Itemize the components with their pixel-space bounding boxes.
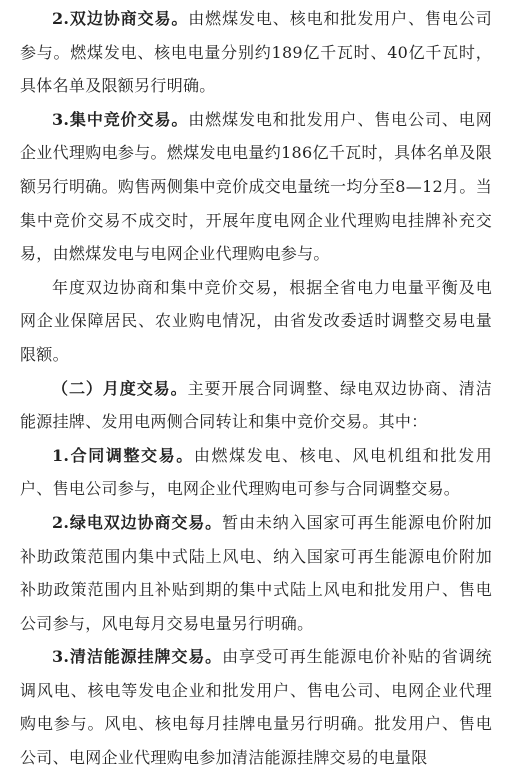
paragraph-centralized-bidding [20,103,492,271]
paragraph-annual-limit-adjustment [20,271,492,372]
paragraph-heading: 2.绿电双边协商交易。 [52,512,223,532]
paragraph-heading: 3.清洁能源挂牌交易。 [52,647,223,667]
paragraph-text: 由享受可再生能源电价补贴的省调统调风电、核电等发电企业和批发用户、售电公司、电网企业代理购电参与。风电、核电每月挂牌电量另行明确。批发用户、售电公司、电网企业代理购电参加清洁能源挂牌交易的电量限 [20,647,492,768]
paragraph-heading: 3.集中竞价交易。 [52,109,189,129]
paragraph-monthly-trading [20,372,492,439]
paragraph-contract-adjustment [20,439,492,506]
paragraph-heading: 1.合同调整交易。 [52,445,194,465]
paragraph-text: 由燃煤发电、核电和批发用户、售电公司参与。燃煤发电、核电电量分别约189亿千瓦时、40亿千瓦时，具体名单及限额另行明确。 [20,9,492,96]
paragraph-heading: （二）月度交易。 [52,378,188,398]
paragraph-clean-energy-listing [20,640,492,774]
paragraph-heading: 2.双边协商交易。 [52,9,189,28]
paragraph-bilateral-negotiation [20,2,492,103]
paragraph-text: 主要开展合同调整、绿电双边协商、清洁能源挂牌、发用电两侧合同转让和集中竞价交易。其中： [20,378,493,432]
paragraph-text: 由燃煤发电和批发用户、售电公司、电网企业代理购电参与。燃煤发电电量约186亿千瓦时，具体名单及限额另行明确。购售两侧集中竞价成交电量统一均分至8—12月。当集中竞价交易不成交时，开展年度电网企业代理购电挂牌补充交易，由燃煤发电与电网企业代理购电参与。 [20,109,492,264]
paragraph-text: 年度双边协商和集中竞价交易，根据全省电力电量平衡及电网企业保障居民、农业购电情况，由省发改委适时调整交易电量限额。 [20,277,492,364]
paragraph-green-power-bilateral [20,506,492,640]
paragraph-text: 暂由未纳入国家可再生能源电价附加补助政策范围内集中式陆上风电、纳入国家可再生能源电价附加补助政策范围内且补贴到期的集中式陆上风电和批发用户、售电公司参与，风电每月交易电量另行明确。 [20,512,492,633]
paragraph-text: 由燃煤发电、核电、风电机组和批发用户、售电公司参与，电网企业代理购电可参与合同调整交易。 [20,445,492,499]
